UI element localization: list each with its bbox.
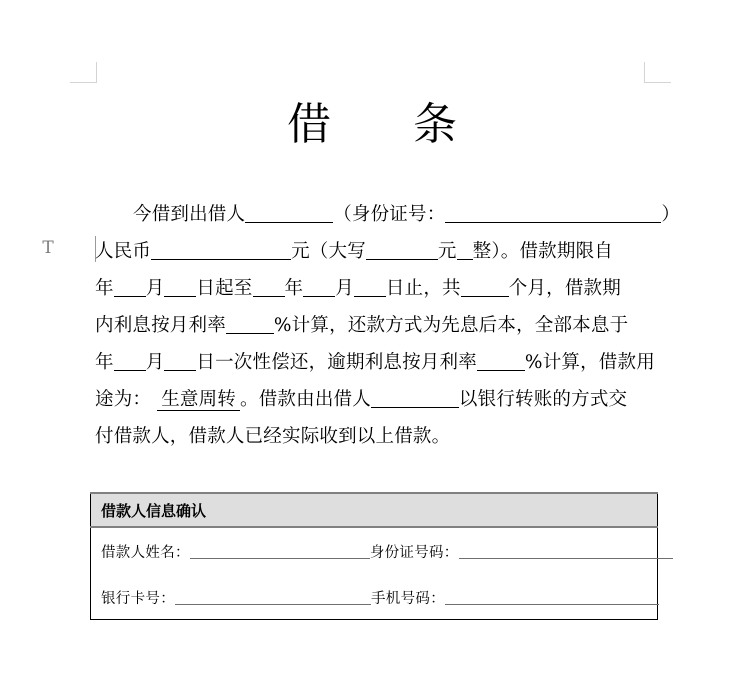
lender-name-blank[interactable] <box>245 203 333 223</box>
line6-segment-2: 。借款由出借人 <box>240 389 371 410</box>
lender-id-blank[interactable] <box>445 203 661 223</box>
line5-segment-4: %计算，借款用 <box>524 352 655 373</box>
body-line-7 <box>95 418 661 455</box>
loan-purpose-value[interactable]: 生意周转 <box>157 389 240 411</box>
phone-number-label: 手机号码： <box>371 590 445 607</box>
line4-segment-1: 内利息按月利率 <box>95 315 226 336</box>
monthly-interest-rate-blank[interactable] <box>226 314 274 334</box>
body-line-2 <box>95 233 661 270</box>
page-crop-mark-top-right <box>644 62 671 83</box>
table-header-cell: 借款人信息确认 <box>91 493 658 527</box>
borrower-name-label: 借款人姓名： <box>101 545 190 561</box>
end-day-blank[interactable] <box>354 277 386 297</box>
borrower-contact-cell <box>91 575 658 620</box>
line5-segment-2: 月 <box>145 352 165 373</box>
transfer-lender-blank[interactable] <box>371 388 459 408</box>
line4-segment-2: %计算，还款方式为先息后本，全部本息于 <box>273 315 629 336</box>
page-crop-mark-top-left <box>70 62 97 83</box>
line2-segment-1: 人民币 <box>95 241 152 262</box>
line3-segment-7: 个月，借款期 <box>508 278 621 299</box>
bank-card-label: 银行卡号： <box>101 590 175 607</box>
line2-segment-2: 元（大写 <box>291 241 366 262</box>
phone-number-input[interactable] <box>445 589 659 605</box>
line1-segment-2: （身份证号： <box>333 204 446 225</box>
borrower-identity-cell <box>91 527 658 575</box>
term-months-blank[interactable] <box>461 277 509 297</box>
line3-segment-1: 年 <box>95 278 114 299</box>
body-line-1 <box>95 196 681 233</box>
line3-segment-4: 年 <box>284 278 304 299</box>
start-month-blank[interactable] <box>164 277 196 297</box>
amount-digits-blank[interactable] <box>151 240 291 260</box>
line3-segment-6: 日止，共 <box>385 278 461 299</box>
bank-card-input[interactable] <box>175 589 371 605</box>
table-row <box>91 527 658 575</box>
start-year-blank[interactable] <box>114 277 146 297</box>
line5-segment-1: 年 <box>95 352 114 373</box>
line2-segment-4: 整）。借款期限自 <box>472 241 613 262</box>
borrower-id-label: 身份证号码： <box>369 545 459 561</box>
line1-segment-1: 今借到出借人 <box>133 204 246 225</box>
line3-segment-5: 月 <box>335 278 354 299</box>
overdue-interest-rate-blank[interactable] <box>477 351 525 371</box>
repay-day-blank[interactable] <box>164 351 196 371</box>
borrower-info-table <box>90 492 658 620</box>
line2-segment-3: 元 <box>437 241 457 262</box>
line6-segment-1: 途为： <box>95 389 152 410</box>
line3-segment-3: 日起至 <box>196 278 253 299</box>
line5-segment-3: 日一次性偿还，逾期利息按月利率 <box>196 352 477 373</box>
line6-segment-3: 以银行转账的方式交 <box>458 389 628 410</box>
line1-segment-3: ） <box>661 204 681 225</box>
borrower-name-input[interactable] <box>190 543 370 559</box>
line7-segment-1: 付借款人，借款人已经实际收到以上借款。 <box>95 426 451 447</box>
body-line-6 <box>95 381 661 418</box>
borrower-id-input[interactable] <box>459 543 673 559</box>
table-header-row <box>91 493 658 527</box>
line3-segment-2: 月 <box>145 278 165 299</box>
page-title: 借 条 <box>287 99 459 150</box>
text-formatting-marker-icon: T <box>42 238 54 258</box>
repay-month-blank[interactable] <box>114 351 146 371</box>
end-year-blank[interactable] <box>253 277 285 297</box>
table-row <box>91 575 658 620</box>
end-month-blank[interactable] <box>303 277 335 297</box>
body-line-5 <box>95 344 661 381</box>
amount-unit-blank[interactable] <box>457 240 473 260</box>
body-line-4 <box>95 307 661 344</box>
amount-words-blank[interactable] <box>366 240 438 260</box>
body-line-3 <box>95 270 661 307</box>
document-body[interactable] <box>95 196 681 455</box>
